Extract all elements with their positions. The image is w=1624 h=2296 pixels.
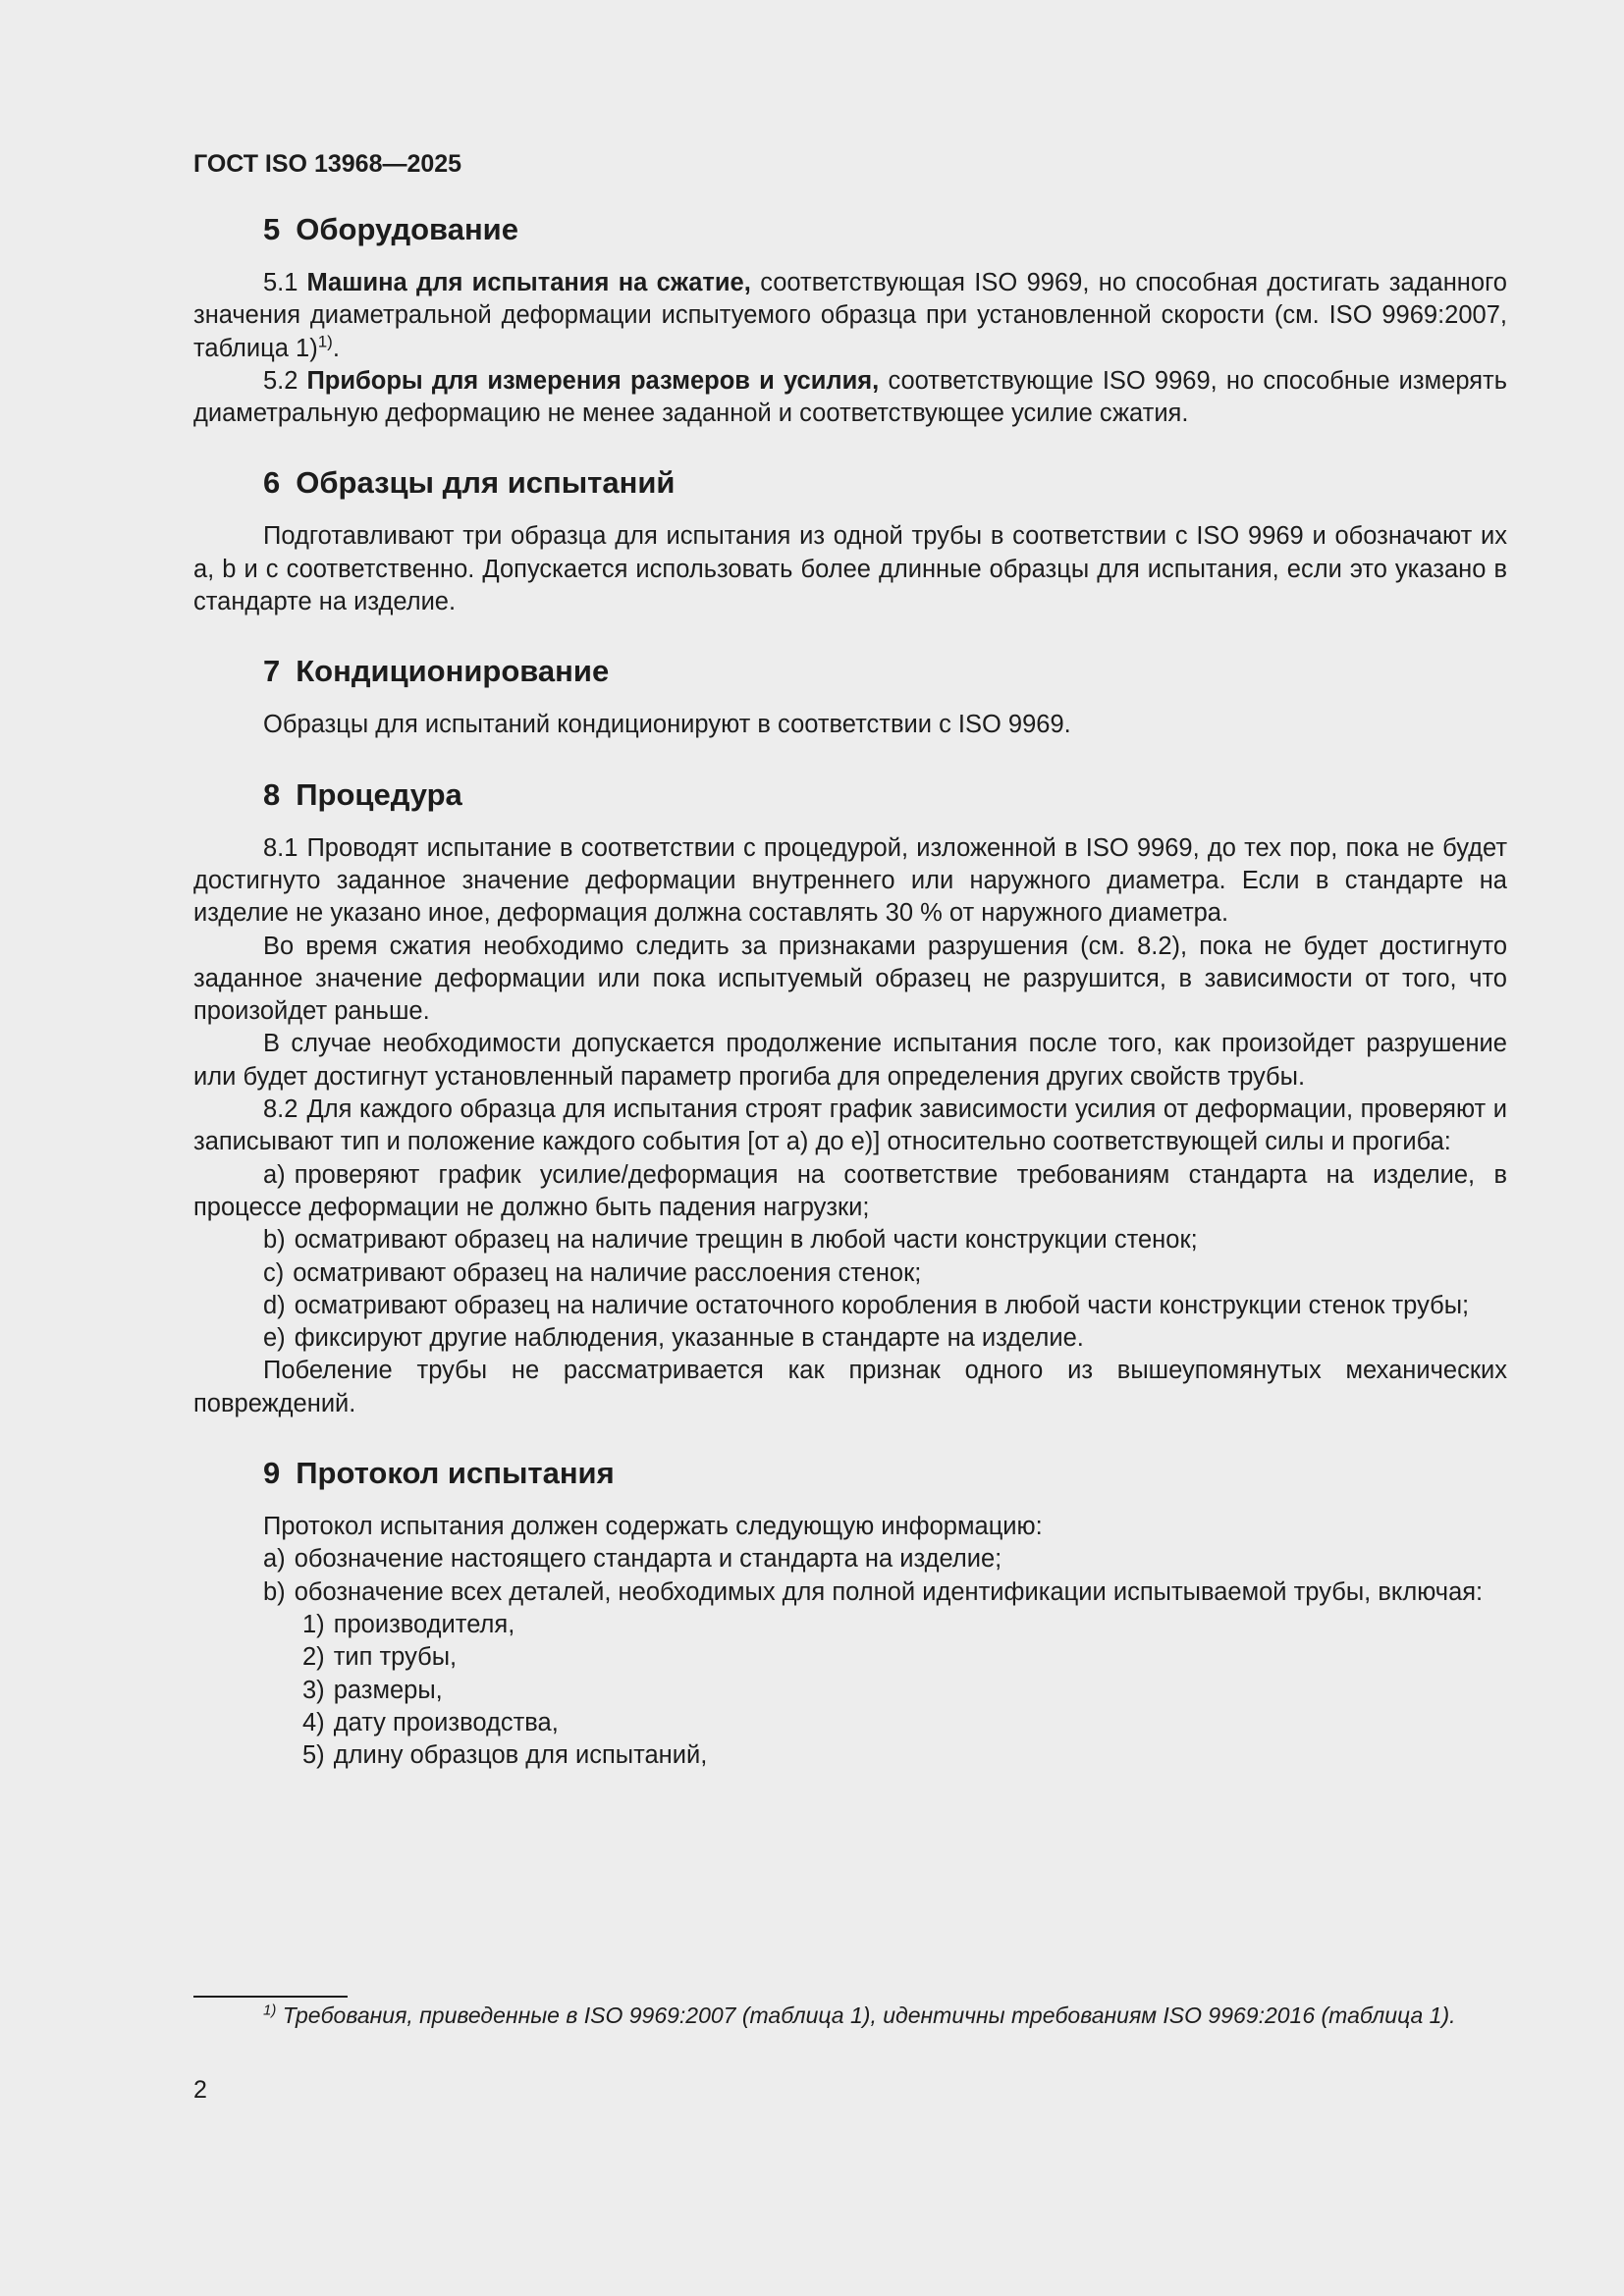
list-item-text: проверяют график усилие/деформация на соответствие требованиям стандарта на изделие, в процессе деформации не должно быть падения нагрузки; — [193, 1160, 1507, 1221]
clause-number: 8.1 — [263, 833, 298, 862]
section-5-heading — [193, 210, 1507, 249]
clause-text: Для каждого образца для испытания строят график зависимости усилия от деформации, проверяют и записывают тип и положение каждого события [от а) до е)] относительно соответствующей силы и прогиба: — [193, 1095, 1507, 1156]
list-item-text: фиксируют другие наблюдения, указанные в стандарте на изделие. — [294, 1324, 1084, 1353]
section-title: Образцы для испытаний — [296, 465, 676, 501]
section-number: 5 — [263, 212, 281, 246]
clause-8-2 — [193, 1094, 1507, 1159]
footnote-text: Требования, приведенные в ISO 9969:2007 (таблица 1), идентичны требованиям ISO 9969:2016 (таблица 1). — [282, 2002, 1456, 2028]
list-marker: a) — [263, 1545, 286, 1574]
list-item-text: обозначение настоящего стандарта и стандарта на изделие; — [294, 1545, 1002, 1574]
footnote-ref[interactable]: 1) — [317, 332, 333, 351]
clause-number: 8.2 — [263, 1095, 298, 1124]
clause-number: 5.1 — [263, 269, 298, 296]
section-9-heading — [193, 1454, 1507, 1493]
clause-5-2 — [193, 365, 1507, 431]
list-item — [193, 1543, 1507, 1575]
paragraph: Во время сжатия необходимо следить за признаками разрушения (см. 8.2), пока не будет достигнуто заданное значение деформации или пока испытуемый образец не разрушится, в зависимости от того, что произойдет раньше. — [193, 932, 1507, 1026]
list-marker: e) — [263, 1324, 286, 1353]
section-8 — [193, 775, 1507, 1420]
list-item-text: обозначение всех деталей, необходимых для полной идентификации испытываемой трубы, включая: — [294, 1577, 1484, 1606]
list-marker: 5) — [302, 1741, 325, 1770]
list-item — [193, 1224, 1507, 1256]
section-9 — [193, 1454, 1507, 1772]
list-item-text: осматривают образец на наличие трещин в любой части конструкции стенок; — [294, 1226, 1198, 1255]
list-marker: d) — [263, 1291, 286, 1319]
list-item-text: тип трубы, — [333, 1643, 458, 1672]
sublist-item — [193, 1675, 1507, 1707]
list-marker: 2) — [302, 1643, 325, 1672]
clause-end: . — [332, 334, 340, 362]
list-marker: a) — [263, 1160, 286, 1189]
list-item-text: производителя, — [333, 1610, 515, 1638]
footnote-mark: 1) — [263, 2002, 277, 2019]
section-6 — [193, 463, 1507, 618]
footnote-divider — [193, 1996, 348, 1998]
sublist-item — [193, 1707, 1507, 1739]
section-8-heading — [193, 775, 1507, 815]
clause-5-1 — [193, 267, 1507, 365]
section-number: 7 — [263, 654, 281, 689]
document-header: ГОСТ ISO 13968—2025 — [193, 150, 462, 178]
list-marker: 1) — [302, 1610, 325, 1638]
clause-text: соответствующая ISO 9969, но способная достигать заданного значения диаметральной деформации испытуемого образца при установленной скорости (см. ISO 9969:2007, таблица 1) — [193, 269, 1507, 362]
section-7-heading — [193, 652, 1507, 691]
list-item-text: размеры, — [333, 1676, 443, 1704]
list-item-text: осматривают образец на наличие остаточного коробления в любой части конструкции стенок трубы; — [294, 1291, 1470, 1319]
list-marker: c) — [263, 1258, 285, 1287]
list-item — [193, 1576, 1507, 1609]
section-5 — [193, 210, 1507, 430]
paragraph: Образцы для испытаний кондиционируют в соответствии с ISO 9969. — [263, 711, 1071, 739]
sublist-item — [193, 1609, 1507, 1641]
clause-term: Машина для испытания на сжатие, — [306, 269, 751, 296]
section-title: Оборудование — [296, 212, 518, 246]
document-page — [193, 147, 1507, 1805]
list-item — [193, 1322, 1507, 1355]
section-number: 9 — [263, 1456, 281, 1491]
page-number: 2 — [193, 2076, 207, 2104]
section-7 — [193, 652, 1507, 741]
footnote — [193, 2001, 1507, 2031]
list-marker: b) — [263, 1577, 286, 1606]
sublist-item — [193, 1641, 1507, 1674]
clause-term: Приборы для измерения размеров и усилия, — [306, 366, 880, 395]
list-marker: 3) — [302, 1676, 325, 1704]
list-item-text: осматривают образец на наличие расслоения стенок; — [293, 1258, 922, 1287]
clause-text: Проводят испытание в соответствии с процедурой, изложенной в ISO 9969, до тех пор, пока не будет достигнуто заданное значение деформации внутреннего или наружного диаметра. Если в стандарте на изделие не указано иное, деформация должна составлять 30 % от наружного диаметра. — [193, 833, 1507, 928]
paragraph: Протокол испытания должен содержать следующую информацию: — [263, 1513, 1043, 1541]
section-title: Процедура — [296, 776, 462, 812]
clause-8-1 — [193, 832, 1507, 931]
section-title: Кондиционирование — [296, 654, 610, 689]
paragraph: Побеление трубы не рассматривается как признак одного из вышеупомянутых механических повреждений. — [193, 1357, 1507, 1417]
list-item — [193, 1159, 1507, 1225]
clause-number: 5.2 — [263, 366, 298, 395]
list-item — [193, 1290, 1507, 1322]
clause-text: соответствующие ISO 9969, но способные измерять диаметральную деформацию не менее заданной и соответствующее усилие сжатия. — [193, 366, 1507, 428]
list-item — [193, 1257, 1507, 1290]
section-number: 8 — [263, 776, 281, 812]
section-number: 6 — [263, 465, 281, 501]
list-marker: b) — [263, 1226, 286, 1255]
sublist-item — [193, 1739, 1507, 1772]
list-item-text: дату производства, — [333, 1708, 559, 1736]
paragraph: В случае необходимости допускается продолжение испытания после того, как произойдет разрушение или будет достигнут установленный параметр прогиба для определения других свойств трубы. — [193, 1030, 1507, 1091]
paragraph: Подготавливают три образца для испытания из одной трубы в соответствии с ISO 9969 и обозначают их a, b и c соответственно. Допускается использовать более длинные образцы для испытания, если это указано в стандарте на изделие. — [193, 522, 1507, 616]
list-item-text: длину образцов для испытаний, — [333, 1741, 708, 1770]
section-title: Протокол испытания — [296, 1456, 615, 1491]
section-6-heading — [193, 463, 1507, 503]
list-marker: 4) — [302, 1708, 325, 1736]
